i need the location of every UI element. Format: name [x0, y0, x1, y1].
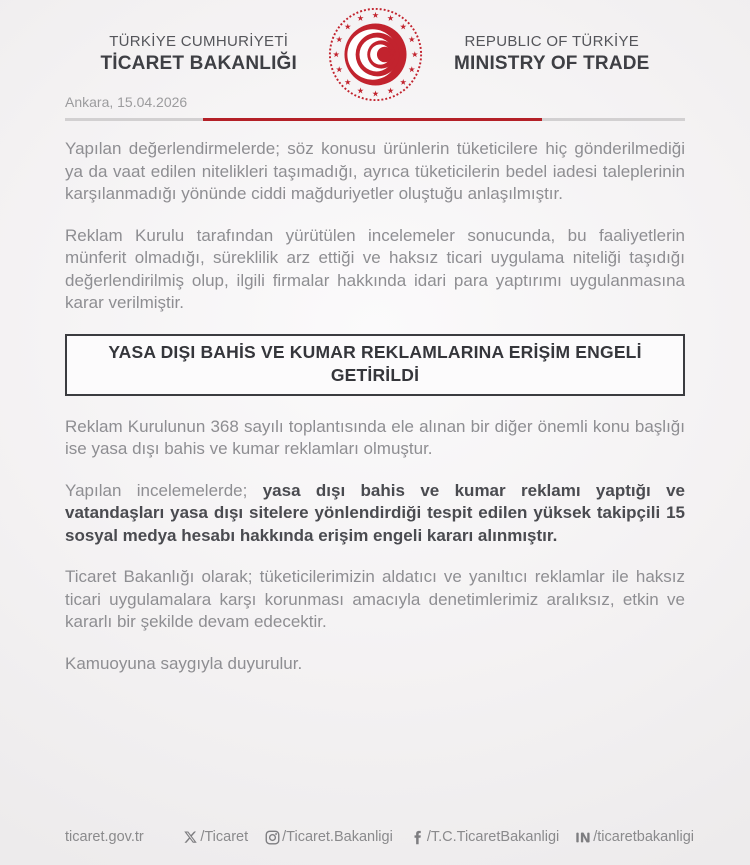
ministry-title-english	[454, 33, 650, 76]
paragraph-3: Reklam Kurulunun 368 sayılı toplantısında ele alınan bir diğer önemli konu başlığı ise yasa dışı bahis ve kumar reklamları olmuştur.	[65, 416, 685, 458]
divider-red-center	[203, 118, 542, 121]
facebook-icon	[410, 830, 425, 845]
ministry-title-tr-line2: TİCARET BAKANLIĞI	[100, 52, 298, 74]
social-item-instagram	[265, 829, 393, 845]
paragraph-5: Ticaret Bakanlığı olarak; tüketicilerimizin aldatıcı ve yanıltıcı reklamlar ile haksız ticari uygulamalara karşı korunması amacıyla denetimlerimiz aralıksız, etkin ve kararlı bir şekilde devam edecektir.	[65, 567, 685, 631]
header-divider	[65, 118, 685, 121]
ministry-title-tr-line1: TÜRKİYE CUMHURİYETİ	[109, 32, 289, 50]
divider-gray-right	[542, 118, 685, 121]
ministry-of-trade-emblem-icon	[327, 6, 424, 103]
facebook-handle: /T.C.TicaretBakanligi	[426, 829, 560, 845]
closing-line: Kamuoyuna saygıyla duyurulur.	[65, 653, 303, 673]
social-item-nsosyal	[576, 829, 694, 845]
ministry-title-en-line2: MINISTRY OF TRADE	[454, 52, 650, 74]
paragraph-4-bold-text: yasa dışı bahis ve kumar reklamı yaptığı ve vatandaşları yasa dışı sitelere yönlendirdiği tespit edilen yüksek takipçili 15 sosyal medya hesabı hakkında erişim engeli kararı alınmıştır.	[65, 480, 685, 545]
instagram-icon	[265, 830, 280, 845]
instagram-handle: /Ticaret.Bakanligi	[282, 829, 393, 845]
paragraph-4-prefix: Yapılan incelemelerde;	[65, 480, 263, 500]
social-links	[183, 829, 694, 845]
letterhead	[0, 0, 750, 100]
nsosyal-icon	[576, 830, 591, 845]
paragraph-1: Yapılan değerlendirmelerde; söz konusu ürünlerin tüketicilere hiç gönderilmediği ya da vaat edilen nitelikleri taşımadığı, ayrıca tüketicilerin bedel iadesi taleplerinin karşılanmadığı yönünde ciddi mağduriyetler oluştuğu anlaşılmıştır.	[65, 139, 685, 203]
footer	[65, 829, 694, 845]
dateline: Ankara, 15.04.2026	[65, 94, 188, 110]
paragraph-4	[65, 480, 685, 548]
divider-gray-left	[65, 118, 203, 121]
ministry-title-turkish	[100, 33, 297, 76]
paragraph-2: Reklam Kurulu tarafından yürütülen incelemeler sonucunda, bu faaliyetlerin münferit olmadığı, süreklilik arz ettiği ve haksız ticari uygulama niteliği taşıdığı değerlendirilmiş olup, ilgili firmalar hakkında idari para yaptırımı uygulanmasına karar verilmiştir.	[65, 225, 685, 312]
ministry-title-en-line1: REPUBLIC OF TÜRKİYE	[464, 32, 640, 50]
x-handle: /Ticaret	[200, 829, 249, 845]
nsosyal-handle: /ticaretbakanligi	[593, 829, 694, 845]
website-url: ticaret.gov.tr	[65, 829, 144, 845]
x-icon	[183, 830, 198, 845]
social-item-x	[183, 829, 248, 845]
press-release-body	[65, 138, 685, 675]
section-heading-box: YASA DIŞI BAHİS VE KUMAR REKLAMLARINA ERİŞİM ENGELİ GETİRİLDİ	[65, 334, 685, 396]
social-item-facebook	[410, 829, 559, 845]
